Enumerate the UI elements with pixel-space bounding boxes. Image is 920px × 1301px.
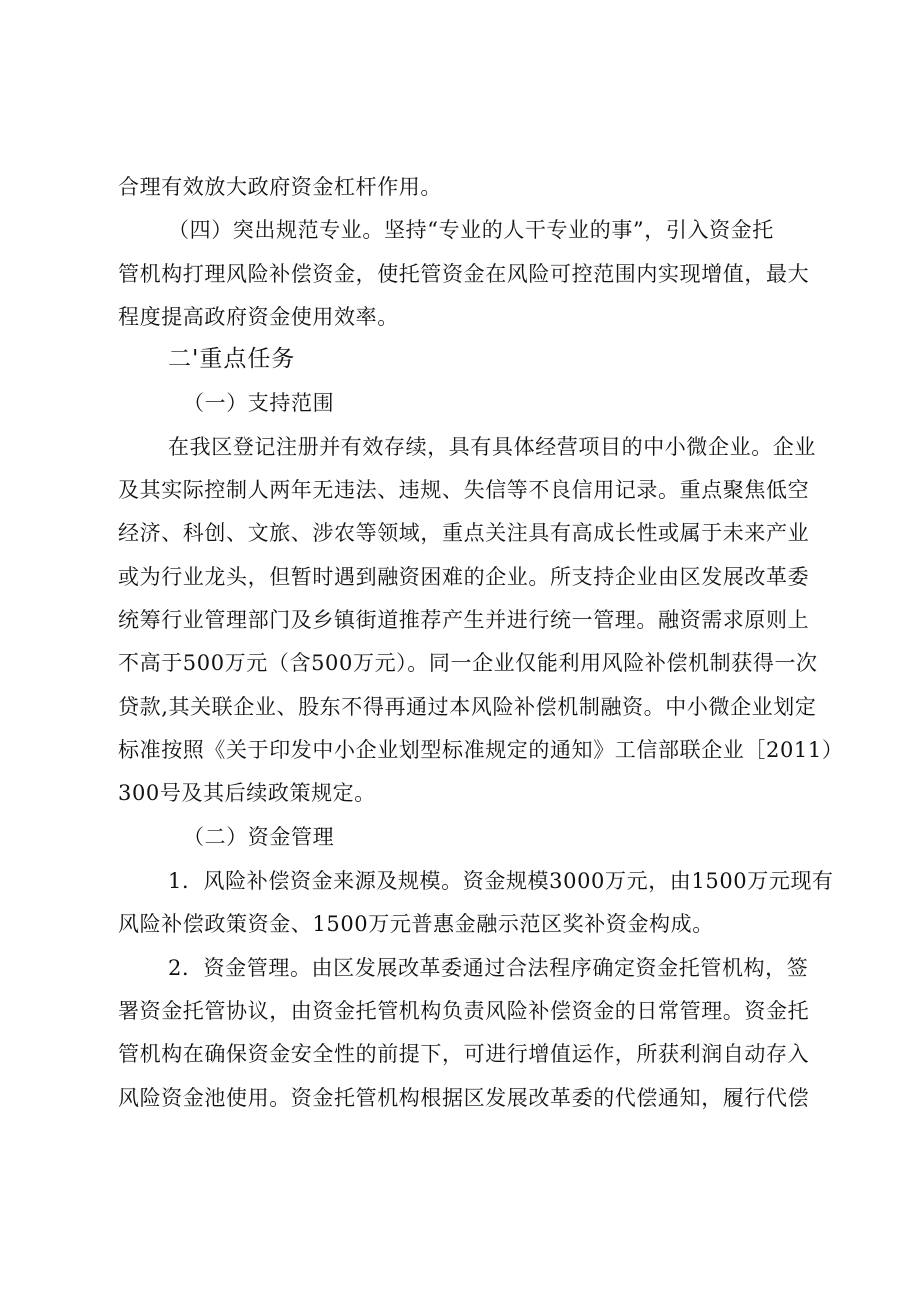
paragraph-line: 300号及其后续政策规定。 [118, 781, 376, 805]
paragraph-line: 1．风险补偿资金来源及规模。资金规模3000万元，由1500万元现有 [168, 869, 834, 893]
paragraph-line: 经济、科创、文旅、涉农等领域，重点关注具有高成长性或属于未来产业 [118, 521, 810, 545]
paragraph-line: 管机构在确保资金安全性的前提下，可进行增值运作，所获利润自动存入 [118, 1042, 810, 1066]
paragraph-line: 标准按照《关于印发中小企业划型标准规定的通知》工信部联企业［2011） [118, 738, 844, 762]
section-heading: 二'重点任务 [168, 346, 296, 372]
paragraph-line: 风险补偿政策资金、1500万元普惠金融示范区奖补资金构成。 [118, 912, 714, 936]
paragraph-line: 或为行业龙头，但暂时遇到融资困难的企业。所支持企业由区发展改革委 [118, 565, 810, 589]
paragraph-line: 在我区登记注册并有效存续，具有具体经营项目的中小微企业。企业 [168, 435, 816, 459]
paragraph-line: 及其实际控制人两年无违法、违规、失信等不良信用记录。重点聚焦低空 [118, 478, 810, 502]
paragraph-line: 2．资金管理。由区发展改革委通过合法程序确定资金托管机构，签 [168, 956, 809, 980]
subsection-heading: （一）支持范围 [183, 391, 335, 415]
paragraph-line: 合理有效放大政府资金杠杆作用。 [118, 175, 442, 199]
paragraph-line: 不高于500万元（含500万元）。同一企业仅能利用风险补偿机制获得一次 [118, 651, 818, 675]
paragraph-line: 风险资金池使用。资金托管机构根据区发展改革委的代偿通知，履行代偿 [118, 1086, 810, 1110]
subsection-heading: （二）资金管理 [183, 825, 335, 849]
paragraph-line: 署资金托管协议，由资金托管机构负责风险补偿资金的日常管理。资金托 [118, 999, 810, 1023]
paragraph-line: 贷款,其关联企业、股东不得再通过本风险补偿机制融资。中小微企业划定 [118, 695, 817, 719]
paragraph-line: 管机构打理风险补偿资金，使托管资金在风险可控范围内实现增值，最大 [118, 262, 810, 286]
paragraph-line: 统筹行业管理部门及乡镇街道推荐产生并进行统一管理。融资需求原则上 [118, 608, 810, 632]
paragraph-line: （四）突出规范专业。坚持“专业的人干专业的事”，引入资金托 [168, 218, 774, 242]
paragraph-line: 程度提高政府资金使用效率。 [118, 305, 399, 329]
